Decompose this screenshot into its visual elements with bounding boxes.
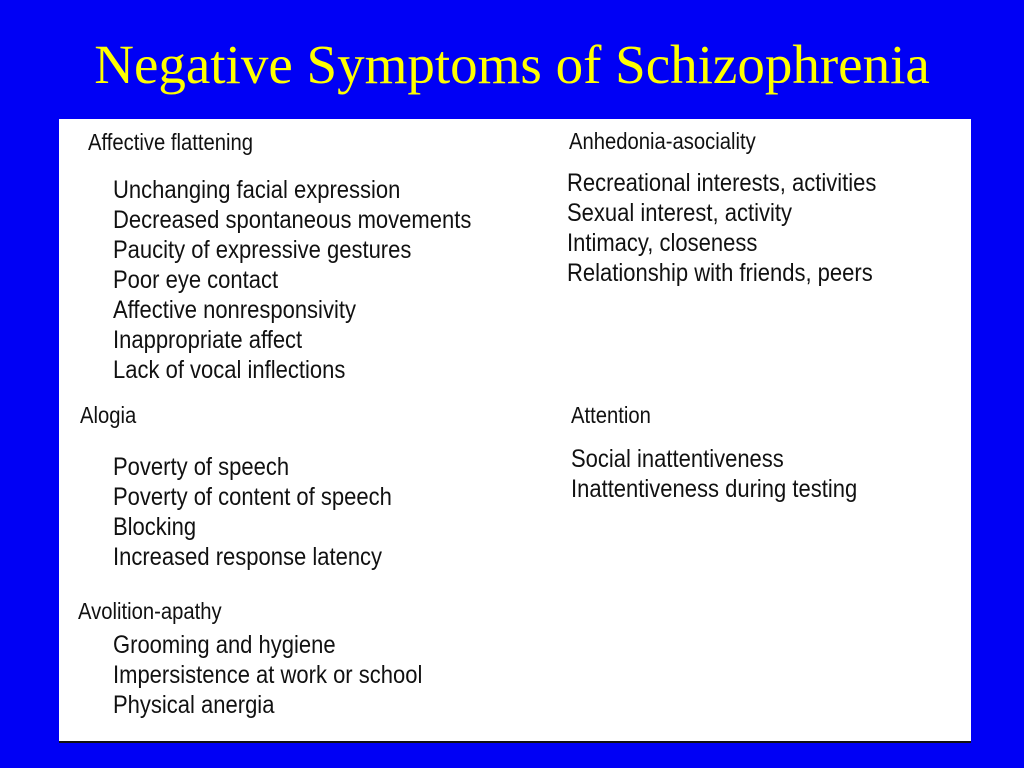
symptom-item: Poor eye contact <box>113 266 279 294</box>
section-avolition-apathy <box>78 596 465 720</box>
symptom-item: Intimacy, closeness <box>567 229 758 257</box>
symptom-list <box>113 452 430 572</box>
symptom-item: Social inattentiveness <box>571 445 784 473</box>
symptom-list <box>113 630 465 720</box>
symptom-item: Relationship with friends, peers <box>567 259 873 287</box>
symptom-item: Paucity of expressive gestures <box>113 236 412 264</box>
section-heading: Alogia <box>80 402 137 428</box>
symptom-item: Impersistence at work or school <box>113 661 423 689</box>
symptom-item: Blocking <box>113 513 197 541</box>
section-heading: Avolition-apathy <box>78 598 222 624</box>
symptom-item: Recreational interests, activities <box>567 169 877 197</box>
symptom-item: Grooming and hygiene <box>113 631 336 659</box>
symptom-item: Decreased spontaneous movements <box>113 206 472 234</box>
slide-title: Negative Symptoms of Schizophrenia <box>94 34 930 95</box>
section-affective-flattening <box>88 127 520 385</box>
section-attention <box>571 400 896 504</box>
section-alogia <box>80 400 430 572</box>
panel-bottom-rule <box>59 741 971 743</box>
section-anhedonia-asociality <box>569 126 919 288</box>
symptom-item: Inattentiveness during testing <box>571 475 858 503</box>
symptom-item: Inappropriate affect <box>113 326 303 354</box>
symptom-item: Poverty of content of speech <box>113 483 392 511</box>
symptom-item: Increased response latency <box>113 543 383 571</box>
section-heading: Affective flattening <box>88 129 254 155</box>
symptom-list <box>113 175 520 385</box>
section-heading: Attention <box>571 402 651 428</box>
section-heading: Anhedonia-asociality <box>569 128 756 154</box>
symptom-item: Lack of vocal inflections <box>113 356 346 384</box>
symptom-item: Unchanging facial expression <box>113 176 401 204</box>
symptom-list <box>567 168 919 288</box>
symptom-item: Poverty of speech <box>113 453 290 481</box>
symptom-list <box>571 444 896 504</box>
content-panel <box>59 119 971 741</box>
symptom-item: Physical anergia <box>113 691 275 719</box>
symptom-item: Sexual interest, activity <box>567 199 792 227</box>
symptom-item: Affective nonresponsivity <box>113 296 356 324</box>
